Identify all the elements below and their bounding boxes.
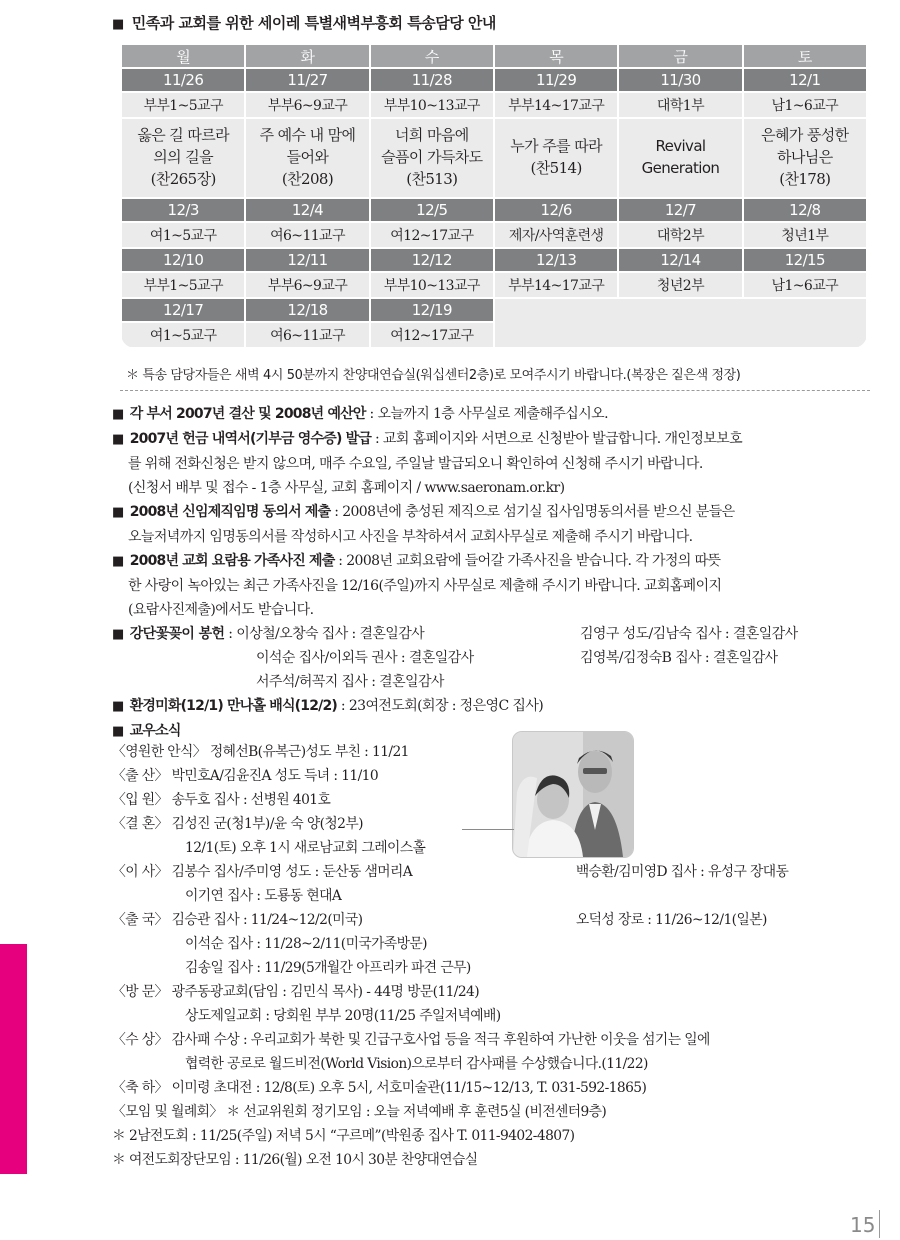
schedule-table — [120, 43, 868, 349]
date-cell: 11/26 — [121, 68, 245, 92]
date-cell: 11/29 — [494, 68, 618, 92]
group-cell: 여12~17교구 — [370, 322, 494, 348]
notice-photo-line: 한 사랑이 녹아있는 최근 가족사진을 12/16(주일)까지 사무실로 제출해 주시기 바랍니다. 교회홈페이지 — [128, 578, 722, 594]
group-cell: 부부1~5교구 — [121, 92, 245, 118]
weekday-cell: 월 — [121, 44, 245, 68]
schedule-title: ■ 민족과 교회를 위한 세이레 특별새벽부흥회 특송담당 안내 — [112, 14, 496, 32]
notice-budget: ■ 각 부서 2007년 결산 및 2008년 예산안 : 오늘까지 1층 사무실로 제출해주십시오. — [112, 406, 608, 422]
date-cell: 11/30 — [618, 68, 742, 92]
date-cell: 12/5 — [370, 198, 494, 222]
news-abroad-detail: 김송일 집사 : 11/29(5개월간 아프리카 파견 근무) — [185, 960, 471, 976]
notice-receipt: ■ 2007년 헌금 내역서(기부금 영수증) 발급 : 교회 홈페이지와 서면으로 신청받아 발급합니다. 개인정보보호 — [112, 431, 743, 447]
weekday-cell: 화 — [245, 44, 369, 68]
empty-cell — [494, 298, 867, 348]
news-meetings-item: ＊ 2남전도회 : 11/25(주일) 저녁 5시 “구르메”(박원종 집사 T. 011-9402-4807) — [112, 1128, 575, 1144]
group-cell: 여1~5교구 — [121, 222, 245, 248]
date-cell: 12/11 — [245, 248, 369, 272]
notices-section — [112, 402, 882, 744]
date-cell: 12/4 — [245, 198, 369, 222]
group-cell: 청년2부 — [618, 272, 742, 298]
weekday-cell: 토 — [743, 44, 867, 68]
news-wedding-detail: 12/1(토) 오후 1시 새로남교회 그레이스홀 — [185, 840, 426, 856]
hymn-cell: 옳은 길 따르라 의의 길을 (찬265장) — [121, 118, 245, 198]
news-award-detail: 협력한 공로로 월드비전(World Vision)으로부터 감사패를 수상했습니다.(11/22) — [185, 1056, 648, 1072]
group-cell: 부부10~13교구 — [370, 92, 494, 118]
section-color-tab — [0, 944, 27, 1174]
date-cell: 12/1 — [743, 68, 867, 92]
flowers-item: 서주석/허꼭지 집사 : 결혼일감사 — [256, 674, 444, 690]
page-number: 15 — [850, 1213, 876, 1237]
group-cell: 부부14~17교구 — [494, 92, 618, 118]
news-wedding: 〈결 혼〉 김성진 군(청1부)/윤 숙 양(청2부) — [112, 816, 363, 832]
date-cell: 12/8 — [743, 198, 867, 222]
group-cell: 부부1~5교구 — [121, 272, 245, 298]
flowers-title: 강단꽃꽂이 봉헌 — [129, 626, 225, 642]
news-condolence: 〈영원한 안식〉 정혜선B(유복근)성도 부친 : 11/21 — [112, 744, 409, 760]
news-hospital: 〈입 원〉 송두호 집사 : 선병원 401호 — [112, 792, 331, 808]
notice-members: ■ 교우소식 — [112, 723, 181, 739]
date-cell: 12/15 — [743, 248, 867, 272]
weekday-cell: 금 — [618, 44, 742, 68]
date-cell: 12/18 — [245, 298, 369, 322]
group-cell: 청년1부 — [743, 222, 867, 248]
notice-consent: ■ 2008년 신임제직임명 동의서 제출 : 2008년에 충성된 제직으로 섬기실 집사임명동의서를 받으신 분들은 — [112, 504, 735, 520]
weekday-cell: 목 — [494, 44, 618, 68]
date-row — [121, 198, 867, 222]
schedule-note: ＊ 특송 담당자들은 새벽 4시 50분까지 찬양대연습실(워십센터2층)로 모여주시기 바랍니다.(복장은 짙은색 정장) — [126, 368, 741, 383]
group-cell: 부부6~9교구 — [245, 272, 369, 298]
group-cell: 남1~6교구 — [743, 272, 867, 298]
group-cell: 제자/사역훈련생 — [494, 222, 618, 248]
date-cell: 12/12 — [370, 248, 494, 272]
hymn-cell: 너희 마음에 슬픔이 가득차도 (찬513) — [370, 118, 494, 198]
group-row — [121, 92, 867, 118]
date-cell: 11/27 — [245, 68, 369, 92]
news-congrats: 〈축 하〉 이미령 초대전 : 12/8(토) 오후 5시, 서호미술관(11/15~12/13, T. 031-592-1865) — [112, 1080, 647, 1096]
date-cell: 12/7 — [618, 198, 742, 222]
flowers-item: 이석순 집사/이외득 권사 : 결혼일감사 — [256, 650, 474, 666]
date-cell: 12/17 — [121, 298, 245, 322]
date-cell: 12/3 — [121, 198, 245, 222]
members-news — [112, 740, 892, 1172]
group-row — [121, 272, 867, 298]
page-number-divider — [879, 1210, 880, 1238]
news-visit-detail: 상도제일교회 : 당회원 부부 20명(11/25 주일저녁예배) — [185, 1008, 501, 1024]
group-cell: 부부6~9교구 — [245, 92, 369, 118]
group-cell: 대학1부 — [618, 92, 742, 118]
date-cell: 12/13 — [494, 248, 618, 272]
date-cell: 11/28 — [370, 68, 494, 92]
notice-environment: ■ 환경미화(12/1) 만나홀 배식(12/2) : 23여전도회(회장 : 정은영C 집사) — [112, 698, 544, 714]
flowers-item: 김영구 성도/김남숙 집사 : 결혼일감사 — [580, 626, 798, 642]
group-cell: 부부10~13교구 — [370, 272, 494, 298]
flowers-item: 이상철/오창숙 집사 : 결혼일감사 — [236, 626, 425, 642]
news-abroad-detail: 이석순 집사 : 11/28~2/11(미국가족방문) — [185, 936, 427, 952]
group-cell: 여6~11교구 — [245, 222, 369, 248]
group-row — [121, 222, 867, 248]
news-meetings-item: ＊ 여전도회장단모임 : 11/26(월) 오전 10시 30분 찬양대연습실 — [112, 1152, 478, 1168]
date-cell: 12/14 — [618, 248, 742, 272]
weekday-header-row — [121, 44, 867, 68]
news-abroad: 〈출 국〉 김승관 집사 : 11/24~12/2(미국) 오덕성 장로 : 11/26~12/1(일본) — [112, 912, 767, 928]
news-birth: 〈출 산〉 박민호A/김윤진A 성도 득녀 : 11/10 — [112, 768, 379, 784]
flowers-item: 김영복/김정숙B 집사 : 결혼일감사 — [580, 650, 778, 666]
date-row — [121, 248, 867, 272]
news-visit: 〈방 문〉 광주동광교회(담임 : 김민식 목사) - 44명 방문(11/24) — [112, 984, 480, 1000]
hymn-cell: 누가 주를 따라 (찬514) — [494, 118, 618, 198]
hymn-cell: 은혜가 풍성한 하나님은 (찬178) — [743, 118, 867, 198]
news-moving-detail: 이기연 집사 : 도룡동 현대A — [185, 888, 342, 904]
group-cell: 남1~6교구 — [743, 92, 867, 118]
notice-photo-line: (요람사진제출)에서도 받습니다. — [128, 602, 314, 618]
notice-receipt-line: (신청서 배부 및 접수 - 1층 사무실, 교회 홈페이지 / www.saeronam.or.kr) — [128, 480, 565, 496]
group-cell: 대학2부 — [618, 222, 742, 248]
notice-consent-line: 오늘저녁까지 임명동의서를 작성하시고 사진을 부착하셔서 교회사무실로 제출해 주시기 바랍니다. — [128, 529, 693, 545]
date-cell: 12/10 — [121, 248, 245, 272]
group-cell: 여12~17교구 — [370, 222, 494, 248]
news-moving: 〈이 사〉 김봉수 집사/주미영 성도 : 둔산동 샘머리A 백승환/김미영D 집사 : 유성구 장대동 — [112, 864, 789, 880]
group-cell: 여1~5교구 — [121, 322, 245, 348]
news-award: 〈수 상〉 감사패 수상 : 우리교회가 북한 및 긴급구호사업 등을 적극 후원하여 가난한 이웃을 섬기는 일에 — [112, 1032, 710, 1048]
news-meetings: 〈모임 및 월례회〉 ＊ 선교위원회 정기모임 : 오늘 저녁예배 후 훈련5실 (비전센터9층) — [112, 1104, 607, 1120]
date-row — [121, 68, 867, 92]
date-cell: 12/6 — [494, 198, 618, 222]
weekday-cell: 수 — [370, 44, 494, 68]
date-row — [121, 298, 867, 322]
notice-photo: ■ 2008년 교회 요람용 가족사진 제출 : 2008년 교회요람에 들어갈 가족사진을 받습니다. 각 가정의 따뜻 — [112, 553, 721, 569]
hymn-row — [121, 118, 867, 198]
group-cell: 부부14~17교구 — [494, 272, 618, 298]
hymn-cell: 주 예수 내 맘에 들어와 (찬208) — [245, 118, 369, 198]
group-cell: 여6~11교구 — [245, 322, 369, 348]
notice-flowers: ■ 강단꽃꽂이 봉헌 : 이상철/오창숙 집사 : 결혼일감사 김영구 성도/김남숙 집사 : 결혼일감사 이석순 집사/이외득 권사 : 결혼일감사 김영복/김정숙B 집사 : 결혼일감사 서주석/허꼭지 집사 : 결혼일감사 — [112, 622, 882, 694]
date-cell: 12/19 — [370, 298, 494, 322]
divider — [120, 390, 870, 391]
notice-receipt-line: 를 위해 전화신청은 받지 않으며, 매주 수요일, 주일날 발급되오니 확인하여 신청해 주시기 바랍니다. — [128, 456, 703, 472]
hymn-cell: Revival Generation — [618, 118, 742, 198]
